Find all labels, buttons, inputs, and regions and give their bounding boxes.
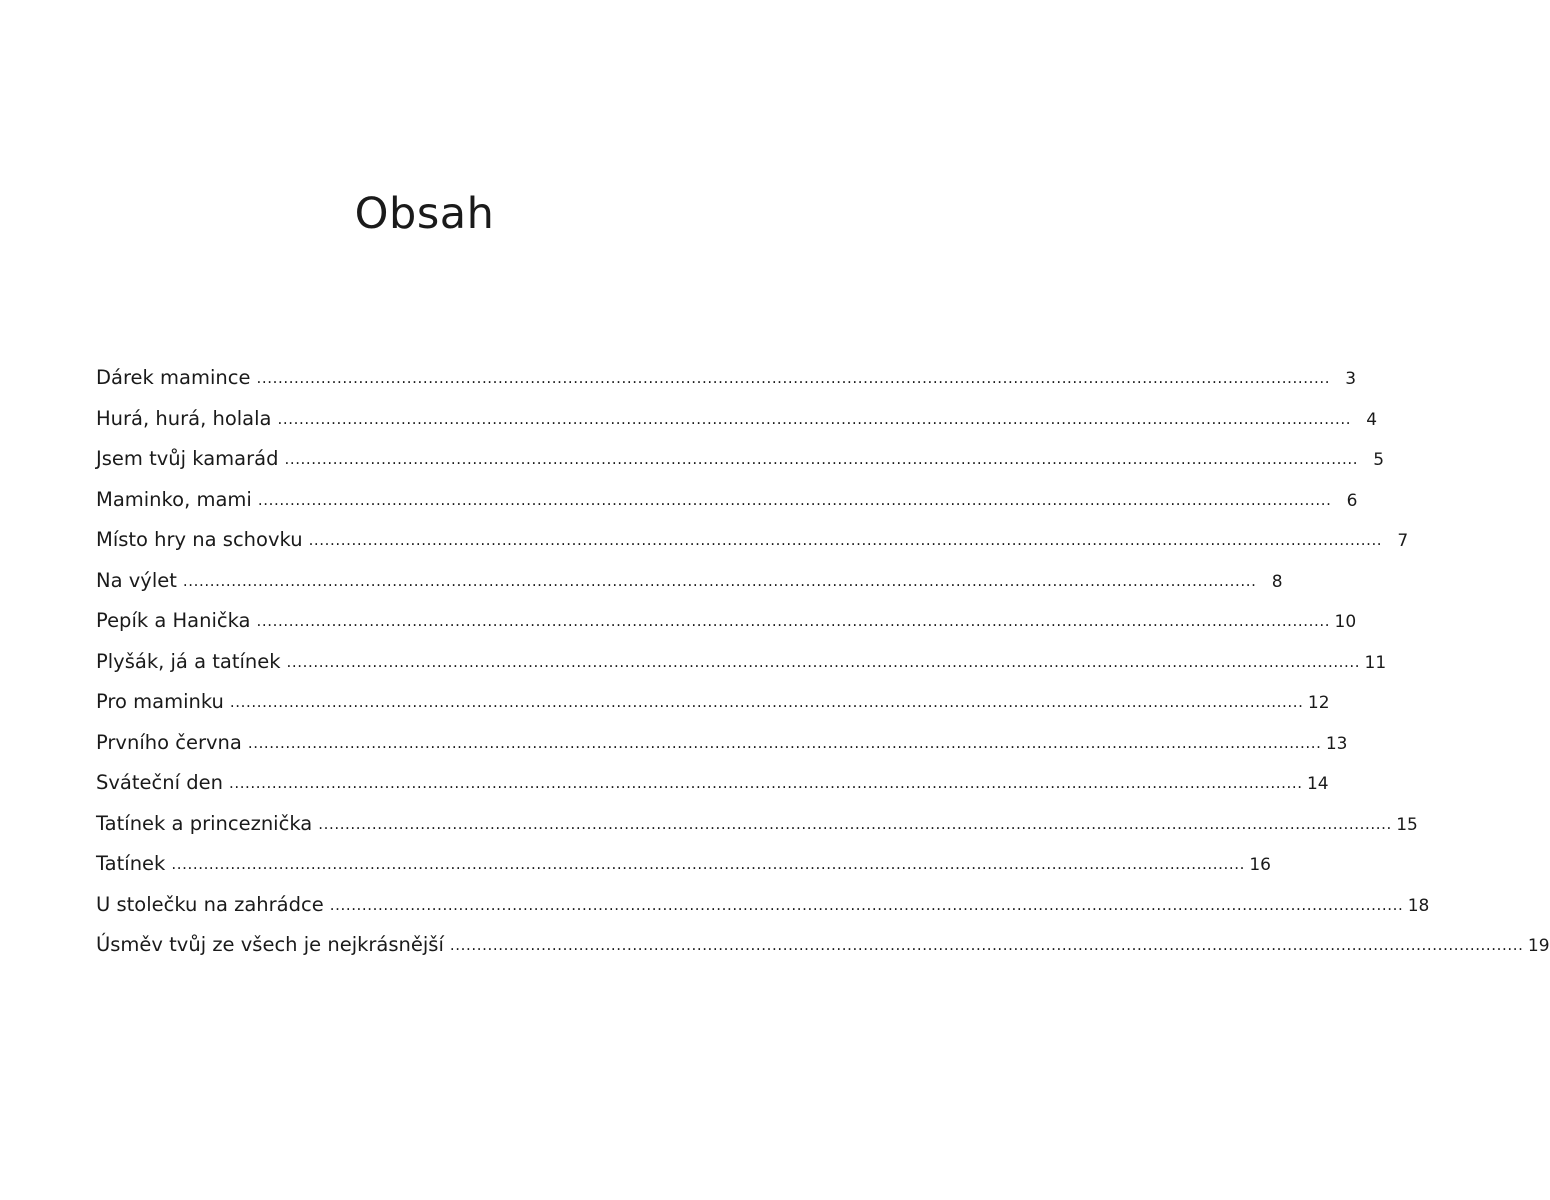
toc-entry-page: 5 — [1373, 450, 1385, 470]
toc-leader-dots: ........................................................................................................................................................................................................ — [286, 652, 1361, 671]
toc-leader-dots: ........................................................................................................................................................................................................ — [318, 814, 1392, 833]
toc-entry-page: 10 — [1334, 612, 1357, 632]
toc-entry — [96, 682, 1330, 723]
toc-entry-page: 7 — [1397, 531, 1409, 551]
toc-leader-dots: ........................................................................................................................................................................................................ — [308, 531, 1383, 549]
toc-entry — [96, 399, 1378, 440]
toc-entry — [96, 844, 1271, 885]
toc-entry-title: Pro maminku — [96, 690, 224, 713]
toc-entry — [96, 358, 1357, 399]
toc-entry — [96, 804, 1418, 845]
toc-entry-page: 12 — [1307, 693, 1330, 713]
toc-entry-title: Úsměv tvůj ze všech je nejkrásnější — [96, 933, 444, 956]
toc-leader-dots: ........................................................................................................................................................................................................ — [257, 490, 1332, 509]
toc-leader-dots: ........................................................................................................................................................................................................ — [182, 571, 1257, 590]
toc-entry-title: Prvního června — [96, 730, 242, 754]
toc-entry-page: 19 — [1527, 936, 1550, 956]
toc-entry-title: Hurá, hurá, holala — [96, 406, 272, 430]
toc-entry-title: Jsem tvůj kamarád — [96, 447, 279, 470]
toc-entry-title: Místo hry na schovku — [96, 528, 303, 551]
toc-entry-title: Plyšák, já a tatínek — [96, 649, 281, 673]
toc-entry-title: Tatínek — [96, 852, 166, 875]
toc-entry — [96, 723, 1348, 764]
page-title: Obsah — [354, 189, 495, 239]
toc-entry — [96, 642, 1387, 683]
toc-entry — [96, 480, 1358, 521]
toc-entry-page: 13 — [1325, 733, 1348, 754]
toc-leader-dots: ........................................................................................................................................................................................................ — [256, 612, 1331, 630]
toc-entry-page: 15 — [1396, 814, 1418, 835]
toc-leader-dots: ........................................................................................................................................................................................................ — [329, 895, 1404, 914]
toc-entry-page: 14 — [1306, 774, 1329, 794]
toc-leader-dots: ........................................................................................................................................................................................................ — [449, 936, 1524, 954]
toc-entry-title: Dárek mamince — [96, 366, 251, 389]
toc-entry-title: Pepík a Hanička — [96, 609, 251, 632]
toc-entry — [96, 763, 1329, 804]
toc-leader-dots: ........................................................................................................................................................................................................ — [256, 369, 1331, 387]
toc-leader-dots: ........................................................................................................................................................................................................ — [229, 693, 1304, 711]
toc-leader-dots: ........................................................................................................................................................................................................ — [228, 774, 1303, 792]
toc-entry-page: 16 — [1249, 855, 1271, 875]
toc-entry-title: Tatínek a princeznička — [96, 811, 313, 835]
toc-entry — [96, 520, 1409, 561]
toc-entry-page: 11 — [1364, 652, 1387, 673]
toc-entry-page: 4 — [1366, 409, 1378, 430]
toc-leader-dots: ........................................................................................................................................................................................................ — [284, 450, 1359, 468]
toc-leader-dots: ........................................................................................................................................................................................................ — [247, 733, 1322, 752]
toc-entry — [96, 601, 1357, 642]
toc-entry-title: Na výlet — [96, 568, 177, 592]
toc-entry — [96, 885, 1430, 926]
toc-entry-page: 18 — [1407, 895, 1430, 916]
toc-entry-page: 8 — [1271, 571, 1283, 592]
toc-entry-title: Maminko, mami — [96, 487, 252, 511]
toc-entry-page: 3 — [1345, 369, 1357, 389]
toc-entry-title: U stolečku na zahrádce — [96, 892, 324, 916]
toc-entry-page: 6 — [1346, 490, 1358, 511]
toc-leader-dots: ........................................................................................................................................................................................................ — [171, 855, 1245, 873]
toc-entry — [96, 925, 1550, 966]
table-of-contents — [96, 358, 1550, 966]
toc-leader-dots: ........................................................................................................................................................................................................ — [277, 409, 1352, 428]
toc-entry — [96, 561, 1283, 602]
toc-entry-title: Sváteční den — [96, 771, 223, 794]
toc-entry — [96, 439, 1385, 480]
